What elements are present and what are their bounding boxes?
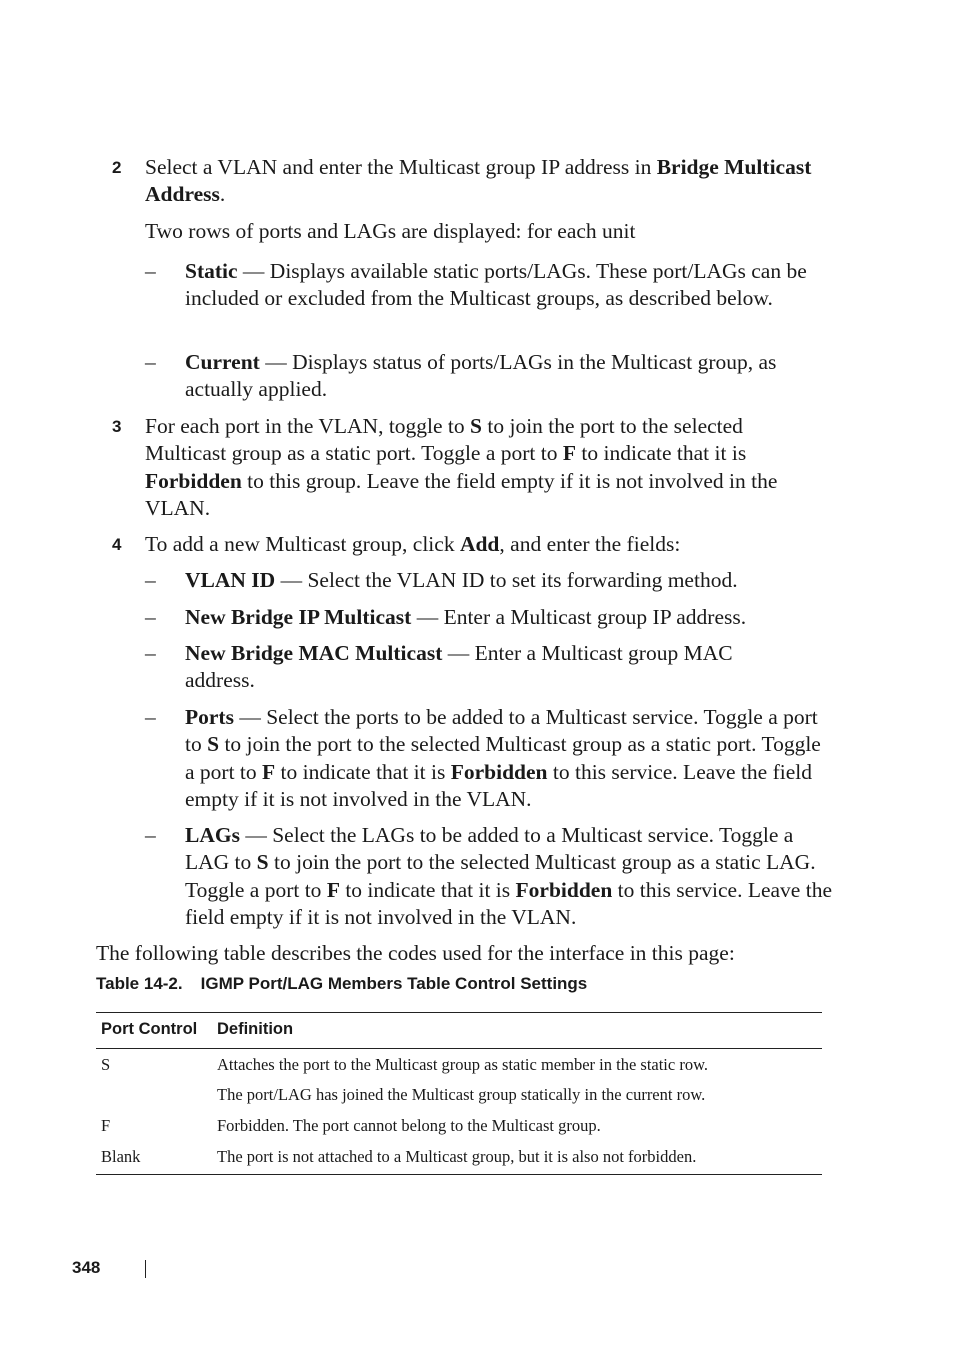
step-2 [112,154,822,245]
bullet-dash: – [145,823,156,847]
control-settings-table [96,1012,822,1175]
column-header-port-control: Port Control [96,1013,212,1049]
table-caption [96,972,587,996]
table-header-row [96,1013,822,1049]
step-3 [112,413,822,522]
step-3-instruction: For each port in the VLAN, toggle to S to join the port to the selected Multicast group as a static port. Toggle a port to F to indicate that it is Forbidden to this group. Leave the field empty if it is not involved in the VLAN. [145,414,778,520]
port-control-code: Blank [96,1143,212,1175]
step-4-instruction: To add a new Multicast group, click Add, and enter the fields: [145,532,681,556]
step-number: 3 [112,417,122,436]
port-control-code: F [101,1116,111,1135]
bullet-term: New Bridge IP Multicast [185,605,412,629]
bullet-lags: – LAGs — Select the LAGs to be added to a Multicast service. Toggle a LAG to S to join the port to the selected Multicast group as a static LAG. Toggle a port to F to indicate that it is Forbidden to this service. Leave the field empty if it is not involved in the VLAN. [145,823,832,929]
footer-divider [145,1260,146,1278]
definition-text: The port is not attached to a Multicast group, but it is also not forbidden. [217,1147,697,1166]
page-number: 348 [72,1258,101,1277]
table-caption-number: Table 14-2. [96,974,183,993]
bullet-dash: – [145,705,156,729]
definition-text: Attaches the port to the Multicast group as static member in the static row. [217,1055,709,1074]
step-number: 4 [112,535,122,554]
step-number: 2 [112,158,122,177]
bullet-dash: – [145,350,156,374]
table-row [96,1143,822,1175]
table-caption-title: IGMP Port/LAG Members Table Control Settings [200,974,588,993]
bullet-new-bridge-ip: – New Bridge IP Multicast — Enter a Multicast group IP address. [145,604,825,631]
table-row [96,1112,822,1143]
table-intro: The following table describes the codes used for the interface in this page: [96,941,735,965]
bullet-dash: – [145,259,156,283]
bullet-dash: – [145,568,156,592]
port-control-code: S [101,1055,111,1074]
bullet-term: VLAN ID [185,568,276,592]
definition-cell [212,1112,822,1143]
column-header-definition: Definition [212,1013,822,1049]
bullet-vlan-id: – VLAN ID — Select the VLAN ID to set its forwarding method. [145,567,825,594]
definition-cell [212,1049,822,1113]
definition-cell [212,1143,822,1175]
bullet-dash: – [145,641,156,665]
table-row [96,1049,822,1113]
bullet-term: Current [185,350,260,374]
bullet-term: LAGs [185,823,240,847]
bullet-static: – Static — Displays available static ports/LAGs. These port/LAGs can be included or excluded from the Multicast groups, as described below. [145,259,807,311]
bullet-current: – Current — Displays status of ports/LAGs in the Multicast group, as actually applied. [145,350,777,402]
bullet-term: Static [185,259,238,283]
bullet-new-bridge-mac: – New Bridge MAC Multicast — Enter a Multicast group MAC address. [145,641,733,693]
step-4 [112,531,822,558]
step-2-instruction: Select a VLAN and enter the Multicast group IP address in Bridge Multicast Address. [145,155,812,207]
definition-text: The port/LAG has joined the Multicast group statically in the current row. [217,1085,706,1104]
bullet-dash: – [145,605,156,629]
bullet-term: Ports [185,705,234,729]
bullet-ports: – Ports — Select the ports to be added to a Multicast service. Toggle a port to S to join the port to the selected Multicast group as a static port. Toggle a port to F to indicate that it is Forbidden to this service. Leave the field empty if it is not involved in the VLAN. [145,705,821,811]
step-2-note: Two rows of ports and LAGs are displayed: for each unit [145,218,636,243]
definition-text: Forbidden. The port cannot belong to the Multicast group. [217,1116,601,1135]
bullet-term: New Bridge MAC Multicast [185,641,443,665]
